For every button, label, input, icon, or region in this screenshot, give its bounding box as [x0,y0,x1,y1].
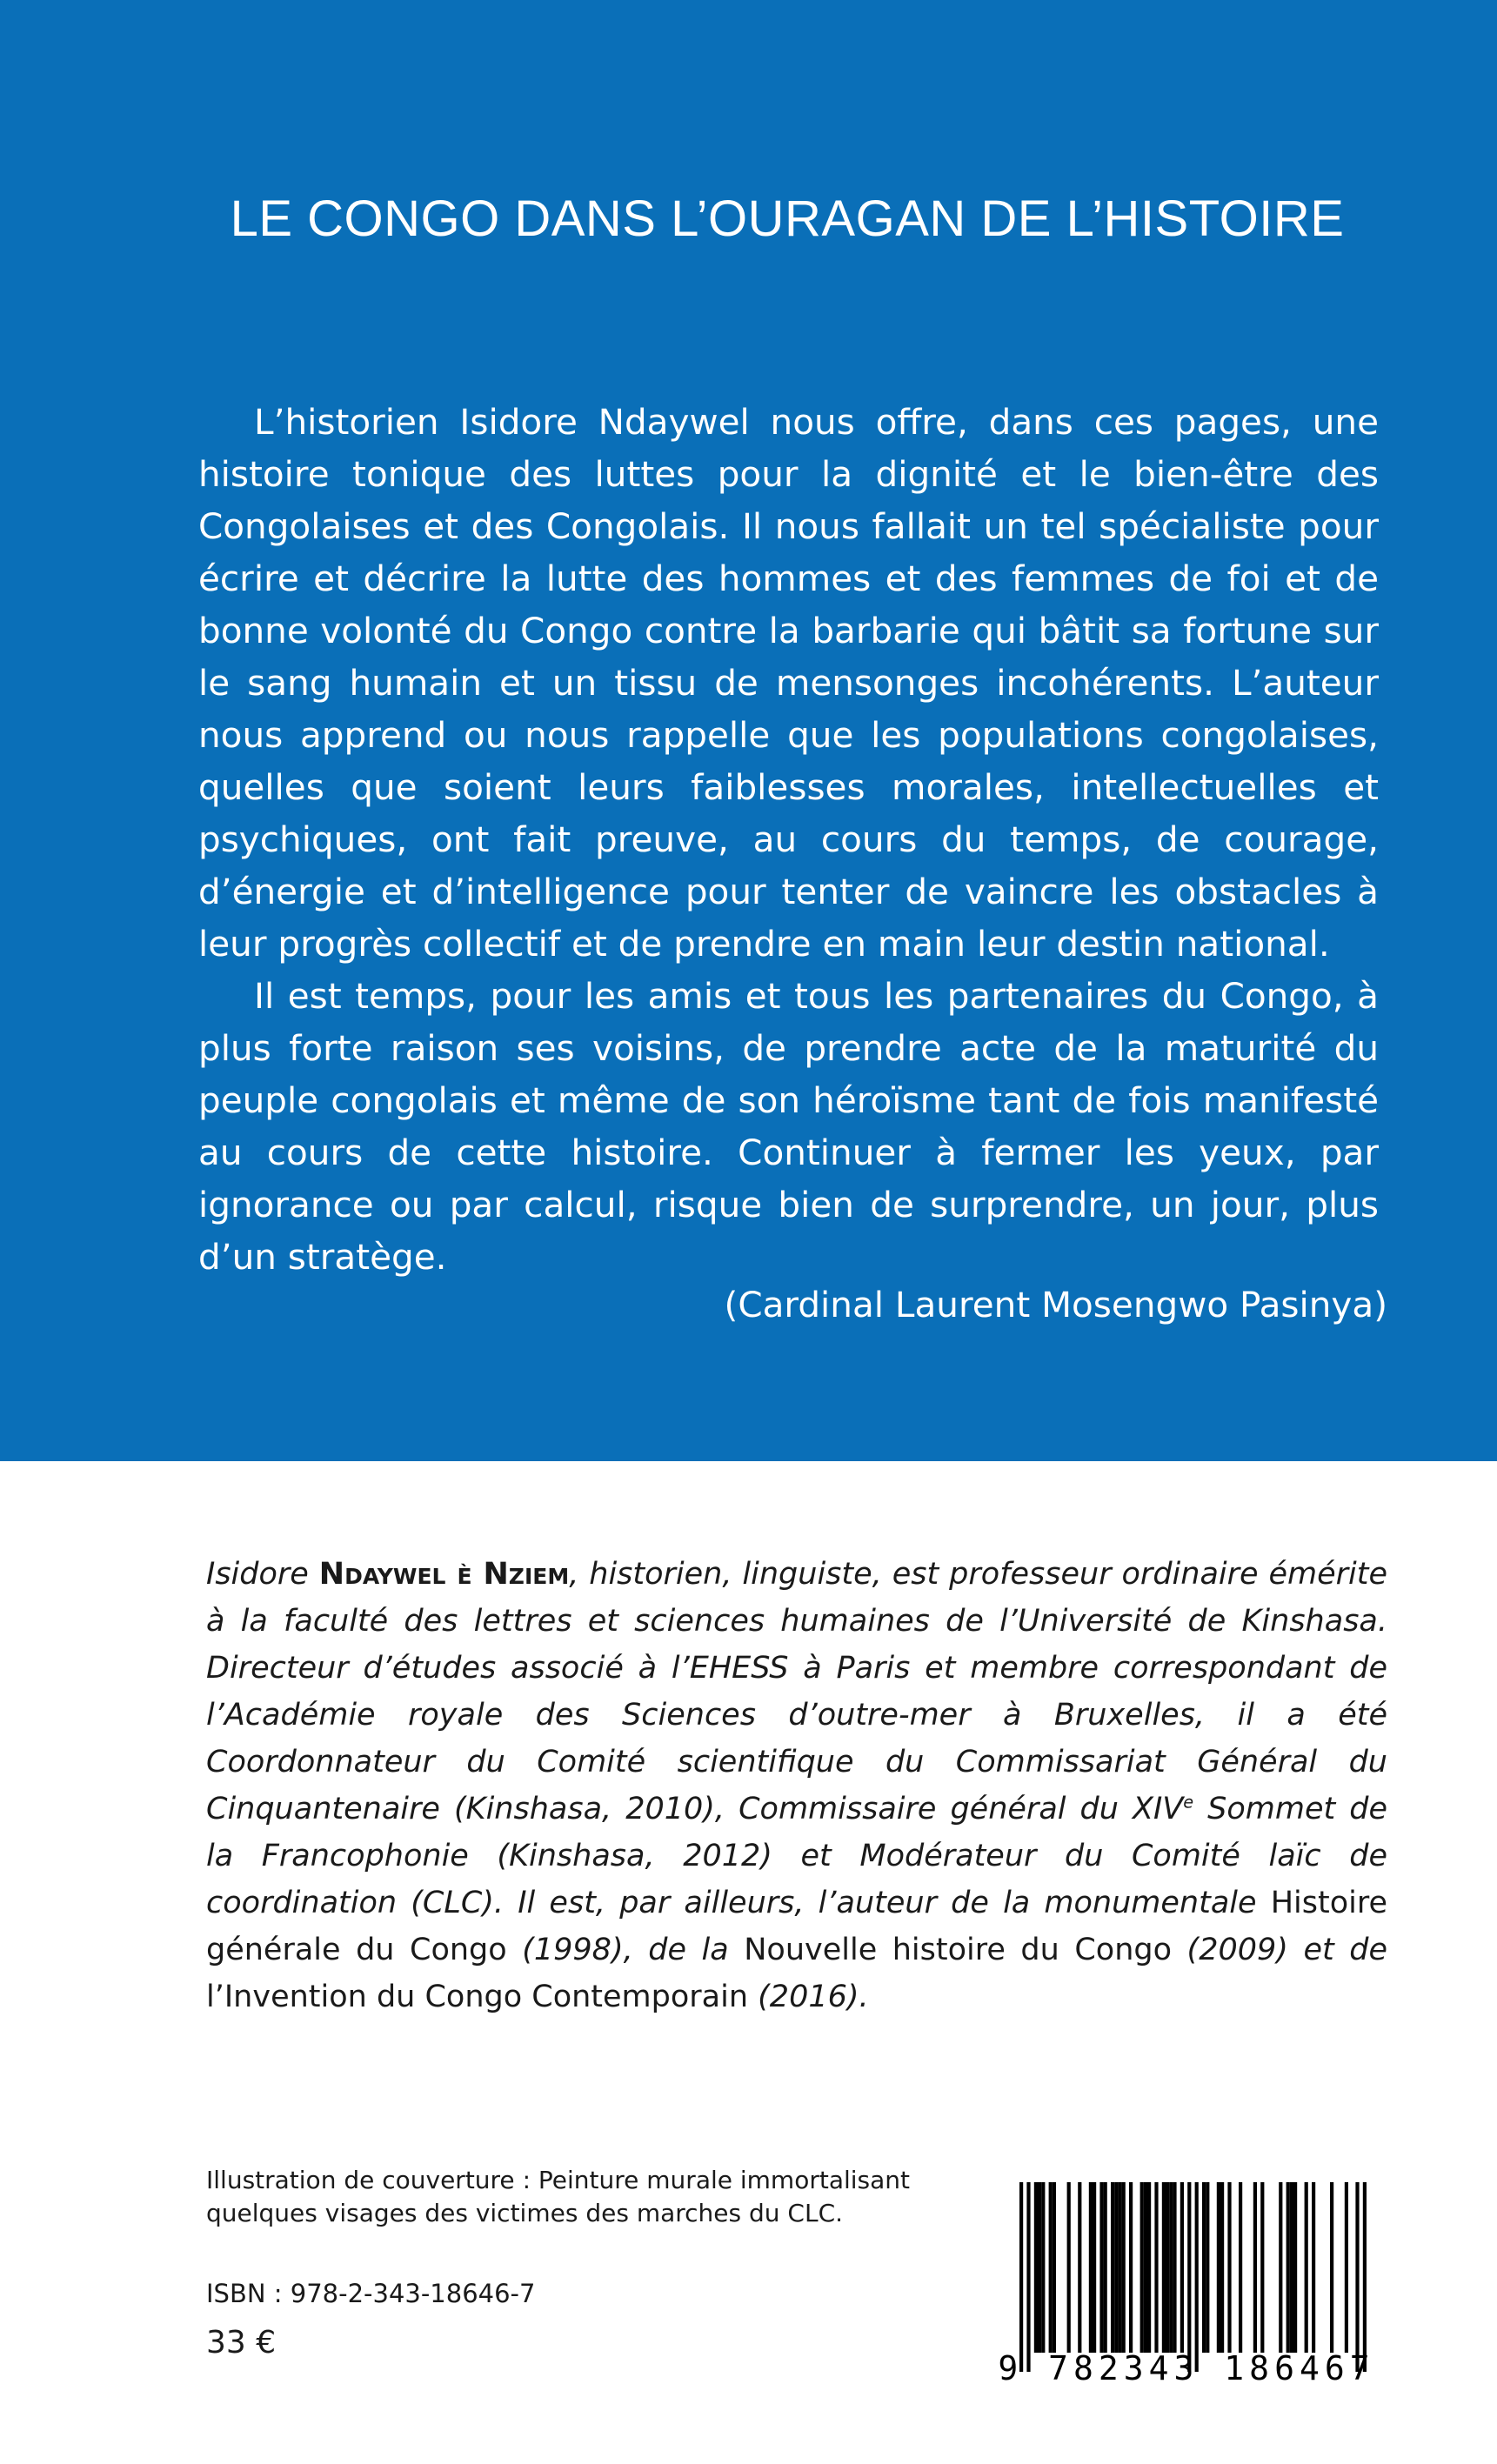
barcode-bar [1279,2182,1282,2353]
barcode-bar [1019,2182,1023,2372]
barcode-bar [1093,2182,1096,2353]
barcode-bar [1363,2182,1367,2372]
barcode-bar [1129,2182,1133,2353]
blurb-paragraph-1: L’historien Isidore Ndaywel nous offre, dans ces pages, une histoire tonique des luttes pour la dignité et le bien-être des Congolaises et des Congolais. Il nous fallait un tel spécialiste pour écrire et décrire la lutte des hommes et des femmes de foi et de bonne volonté du Congo contre la barbarie qui bâtit sa fortune sur le sang humain et un tissu de mensonges incohérents. L’auteur nous apprend ou nous rappelle que les populations congolaises, quelles que soient leurs faiblesses morales, intellectuelles et psychiques, ont fait preuve, au cours du temps, de courage, d’énergie et d’intelligence pour tenter de vaincre les obstacles à leur progrès collectif et de prendre en main leur destin national. [198,401,1379,965]
barcode-bar [1173,2182,1176,2353]
bio-text-5: (2016). [748,1980,869,2014]
barcode-bar [1217,2182,1220,2353]
bio-text-4: (2009) et de [1172,1933,1387,1967]
author-first-name: Isidore [206,1557,309,1592]
barcode-bar [1330,2182,1333,2353]
barcode-bar [1162,2182,1166,2353]
barcode-bar [1099,2182,1103,2353]
barcode-bar [1286,2182,1290,2353]
barcode-digits: 9 782343 186467 [998,2349,1375,2387]
bio-text-2: Sommet de la Francophonie (Kinshasa, 2012) et Modérateur du Comité laïc de coordination (CLC). Il est, par ailleurs, l’auteur de la monumentale [206,1792,1387,1920]
barcode-bar [1195,2182,1199,2372]
bio-text-3: (1998), de la [506,1933,745,1967]
blurb-signature: (Cardinal Laurent Mosengwo Pasinya) [724,1284,1387,1325]
credit-line-1: Illustration de couverture : Peinture murale immortalisant [206,2166,911,2194]
barcode-bar [1169,2182,1173,2353]
book-title: LE CONGO DANS L’OURAGAN DE L’HISTOIRE [230,190,1345,247]
barcode-bar [1227,2182,1231,2353]
barcode-bar [1122,2182,1126,2353]
barcode-bar [1147,2182,1151,2353]
credit-line-2: quelques visages des victimes des marches du CLC. [206,2199,844,2227]
author-last-name: Ndaywel è Nziem [318,1557,570,1592]
barcode-bar [1104,2182,1107,2353]
cover-illustration-credit [206,2164,989,2230]
barcode-bar [1180,2182,1184,2353]
barcode-bar [1253,2182,1257,2353]
barcode-bar [1305,2182,1308,2353]
barcode-bar [1355,2182,1359,2372]
barcode-bar [1166,2182,1169,2353]
price: 33 € [206,2325,277,2360]
book-title-3: l’Invention du Congo Contemporain [206,1980,749,2014]
barcode-bar [1118,2182,1121,2353]
book-title-1: Histoire générale du Congo [206,1886,1387,1967]
barcode-bar [1290,2182,1293,2353]
barcode-bar [1206,2182,1209,2353]
barcode-bar [1053,2182,1056,2353]
author-biography [206,1551,1387,2020]
barcode-bar [1067,2182,1071,2353]
barcode-bar [1345,2182,1348,2353]
barcode-bar [1038,2182,1041,2353]
barcode-bar [1220,2182,1224,2353]
barcode-bar [1034,2182,1038,2353]
barcode-bar [1239,2182,1242,2353]
barcode-bar [1041,2182,1045,2353]
barcode-bar [1293,2182,1297,2353]
book-title-2: Nouvelle histoire du Congo [744,1933,1173,1967]
barcode-bar [1187,2182,1191,2372]
barcode-bar [1260,2182,1264,2353]
barcode-bar [1111,2182,1114,2353]
barcode-bar [1154,2182,1158,2353]
isbn-barcode [981,2179,1392,2392]
isbn-number: ISBN : 978-2-343-18646-7 [206,2279,536,2308]
back-cover-blurb [198,396,1379,1283]
barcode-bar [1202,2182,1206,2353]
barcode-bar [1049,2182,1053,2353]
blurb-paragraph-2: Il est temps, pour les amis et tous les partenaires du Congo, à plus forte raison ses voisins, de prendre acte de la maturité du peuple congolais et même de son héroïsme tant de fois manifesté au cours de cette histoire. Continuer à fermer les yeux, par ignorance ou par calcul, risque bien de surprendre, un jour, plus d’un stratège. [198,975,1379,1278]
bio-superscript: e [1183,1792,1194,1813]
barcode-bar [1078,2182,1081,2353]
barcode-bar [1026,2182,1030,2372]
barcode-bar [1144,2182,1147,2353]
barcode-bar [1089,2182,1093,2353]
barcode-bar [1140,2182,1144,2353]
bio-text-1: , historien, linguiste, est professeur ordinaire émérite à la faculté des lettres et sciences humaines de l’Université de Kinshasa. Directeur d’études associé à l’EHESS à Paris et membre correspondant de l’Académie royale des Sciences d’outre-mer à Bruxelles, il a été Coordonnateur du Comité scientifique du Commissariat Général du Cinquantenaire (Kinshasa, 2010), Commissaire général du XIV [206,1557,1387,1826]
barcode-bar [1312,2182,1315,2353]
barcode-bar [1114,2182,1118,2353]
